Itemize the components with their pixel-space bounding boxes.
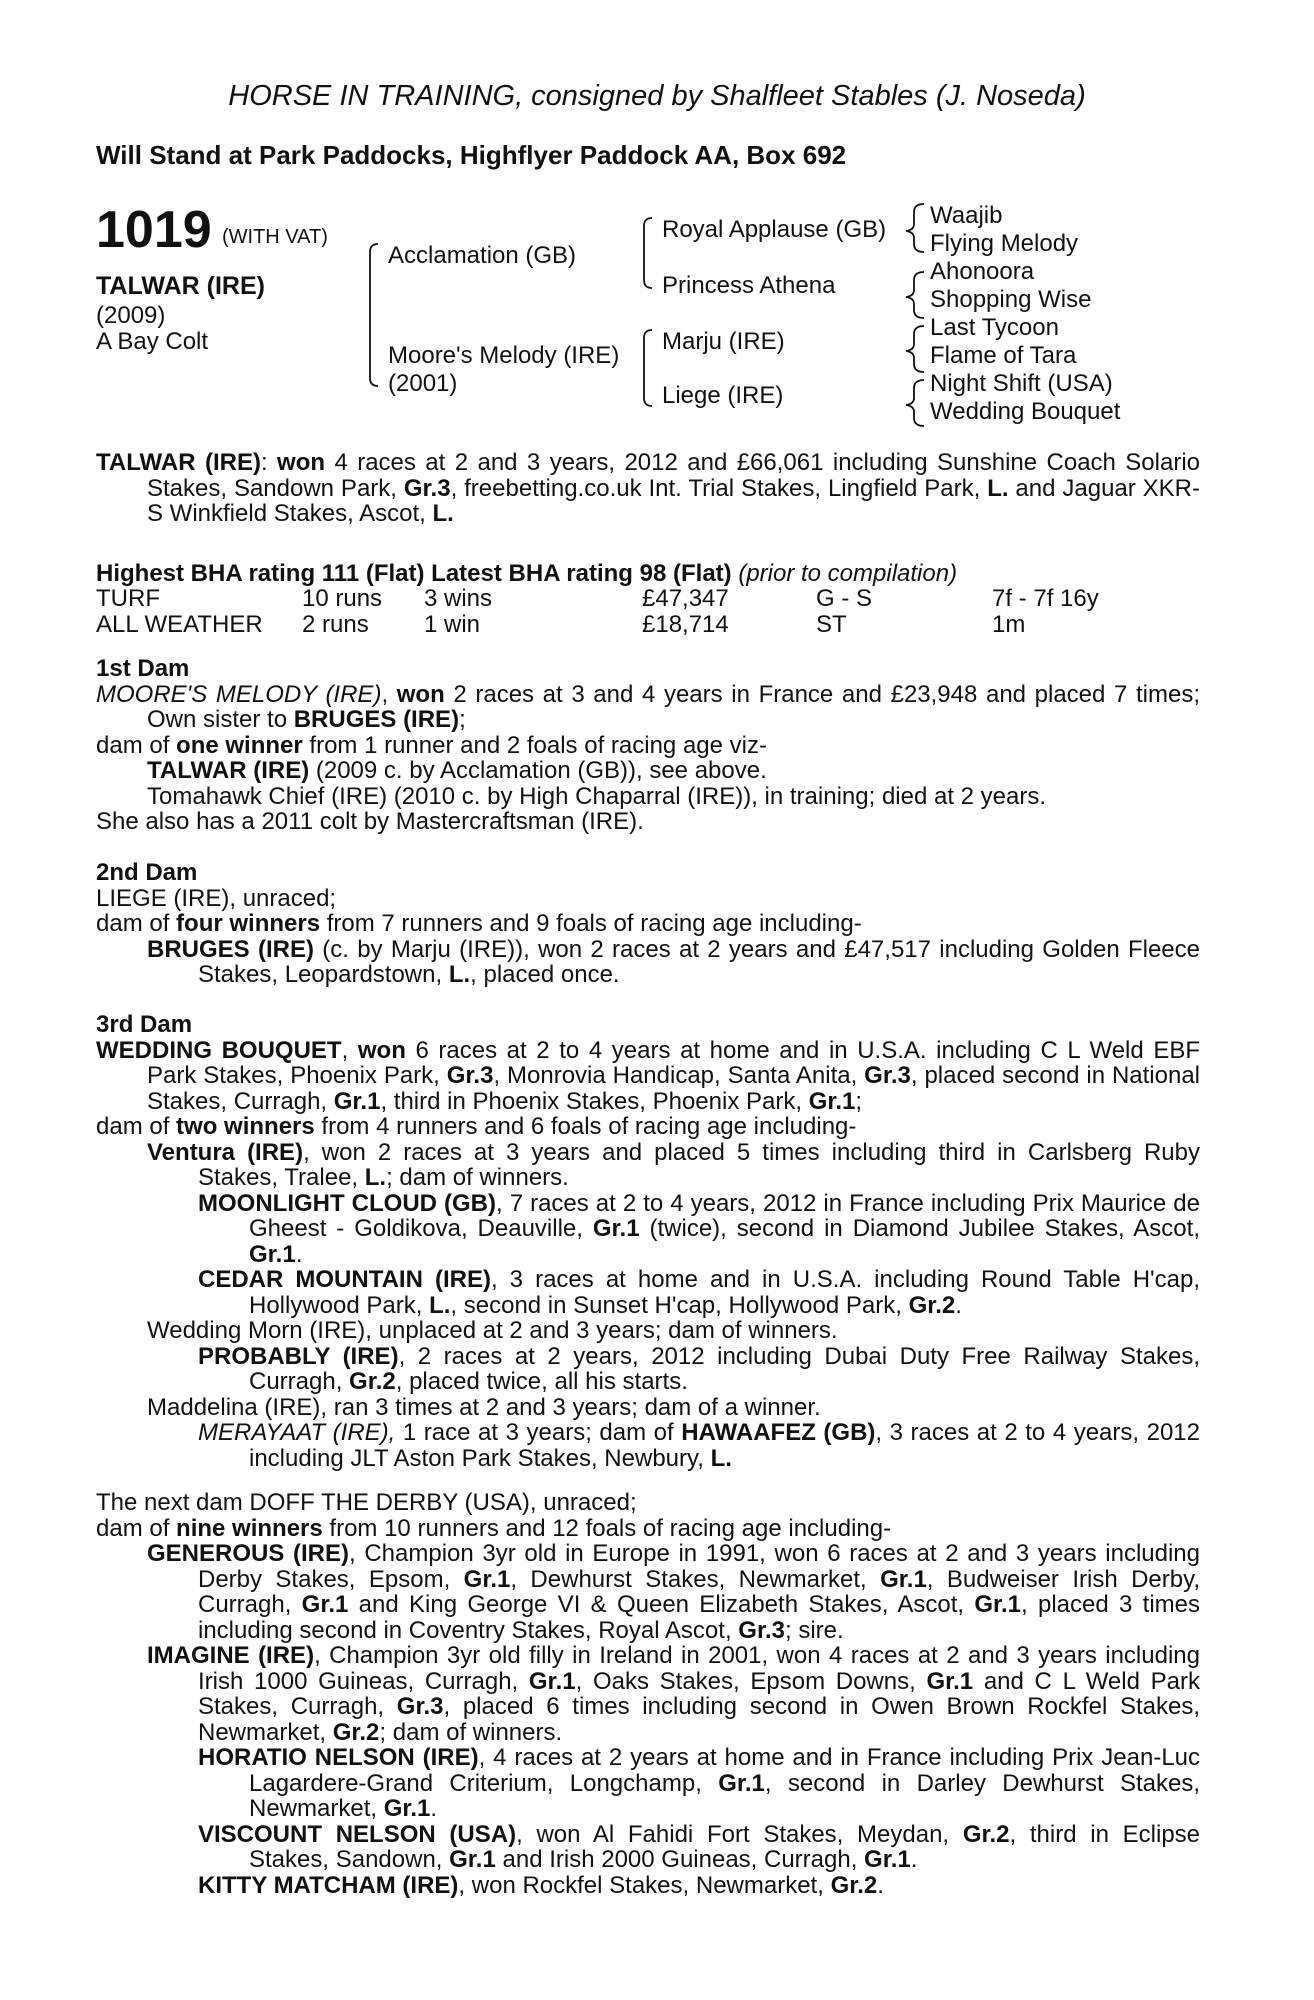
dam1-text-end: ; [459,706,466,733]
dam1-damof: dam of [96,731,177,759]
perf-surface: ALL WEATHER [96,610,263,638]
progeny-text-end: . [910,1846,918,1873]
grade: Gr.2 [908,1291,956,1319]
dam3-text: 6 races at 2 to 4 years at home and in U.S.A. including C L Weld EBF Park Stakes, Phoenix Park, [147,1036,1200,1089]
summary-text: 4 races at 2 and 3 years, 2012 and £66,061 including Sunshine Coach Solario Stakes, Sandown Park, [147,449,1200,502]
grade: Gr.1 [808,1087,856,1115]
progeny-name: BRUGES (IRE) [147,935,314,963]
pedigree-dam-year: (2001) [388,370,458,397]
dam3-name: WEDDING BOUQUET [96,1036,342,1064]
dam3-text: ; [855,1087,863,1115]
pedigree-ss: Royal Applause (GB) [662,216,887,243]
dam3-winners: two winners [176,1113,315,1140]
progeny-text-end: ; sire. [784,1616,844,1644]
progeny-text: , won Rockfel Stakes, Newmarket, [458,1871,831,1899]
grade: Gr.3 [396,1693,444,1720]
progeny-text: , won Al Fahidi Fort Stakes, Meydan, [516,1820,963,1848]
grade: Gr.1 [864,1846,911,1873]
bracket-sd [906,272,924,318]
grade: Gr.1 [463,1565,511,1593]
pedigree-ds: Marju (IRE) [662,328,785,355]
progeny-text: (c. by Marju (IRE)), won 2 races at 2 years and £47,517 including Golden Fleece Stakes, Leopardstown, [198,935,1201,988]
progeny-text: 1 race at 3 years; dam of [395,1419,682,1446]
perf-prize: £47,347 [642,585,729,612]
dam3-damof-end: from 4 runners and 6 foals of racing age including- [314,1113,857,1140]
dam3-text: , Monrovia Handicap, Santa Anita, [493,1062,865,1089]
summary-text-2: , freebetting.co.uk Int. Trial Stakes, Lingfield Park, [450,474,988,502]
section-heading: 2nd Dam [96,859,198,886]
bracket-dd [906,380,924,426]
bracket-ss [906,204,924,252]
progeny-text: Wedding Morn (IRE), unplaced at 2 and 3 years; dam of winners. [147,1317,838,1344]
perf-wins: 3 wins [424,585,493,612]
dam1-winners: one winner [176,731,303,759]
vat-note: (WITH VAT) [222,226,328,248]
progeny-name: PROBABLY (IRE) [198,1342,399,1370]
progeny-text: , 7 races at 2 to 4 years, 2012 in France including Prix Maurice de Gheest - Goldikova, Deauville, [249,1189,1201,1242]
pedigree-dds: Night Shift (USA) [930,370,1113,397]
progeny-name: GENEROUS (IRE) [147,1540,350,1567]
perf-going: G - S [816,585,873,612]
progeny-text: Maddelina (IRE), ran 3 times at 2 and 3 years; dam of a winner. [147,1393,821,1421]
table-row [96,612,1099,638]
summary-listed-1: L. [987,474,1009,502]
progeny-text: , won 2 races at 3 years and placed 5 times including third in Carlsberg Ruby Stakes, Tralee, [198,1138,1200,1191]
perf-wins: 1 win [424,610,481,638]
perf-runs: 2 runs [302,610,369,638]
progeny-name: Ventura (IRE) [147,1138,304,1166]
pedigree-ssd: Flying Melody [930,230,1079,257]
summary-listed-2: L. [432,500,454,527]
rating-text: Highest BHA rating 111 (Flat) Latest BHA rating 98 (Flat) [96,560,732,587]
progeny-text: , second in Sunset H'cap, Hollywood Park, [450,1291,909,1319]
second-dam-section [96,860,1200,988]
dam3-won: won [357,1036,406,1064]
dam2-winners: four winners [176,910,321,937]
progeny-text: and C L Weld Park Stakes, Curragh, [198,1667,1200,1720]
rating-note: (prior to compilation) [738,560,958,587]
bracket-ds [906,326,924,372]
grade: Gr.1 [718,1769,765,1797]
pedigree-sdd: Shopping Wise [930,286,1092,313]
pedigree-dsd: Flame of Tara [930,342,1077,369]
next-dam-damof: dam of [96,1514,177,1542]
progeny-text: and Irish 2000 Guineas, Curragh, [495,1846,865,1873]
foaling-year: (2009) [96,302,166,329]
grade: Gr.1 [974,1591,1022,1618]
progeny-listed: L. [429,1291,451,1319]
progeny-text-end: ; dam of winners. [386,1164,569,1191]
next-dam-winners: nine winners [176,1514,323,1542]
progeny-text: , placed 3 times including second in Coventry Stakes, Royal Ascot, [198,1591,1200,1644]
dam1-sister: BRUGES (IRE) [293,706,460,733]
grade: Gr.1 [880,1565,927,1593]
next-dam-name: The next dam DOFF THE DERBY (USA), unraced; [96,1489,637,1516]
pedigree-sire: Acclamation (GB) [388,242,577,269]
progeny-name: CEDAR MOUNTAIN (IRE) [198,1266,491,1293]
grade: Gr.2 [962,1820,1010,1848]
first-dam-section: 1st Dam MOORE'S MELODY (IRE), won 2 races at 3 and 4 years in France and £23,948 and placed 7 times; Own sister to BRUGES (IRE); dam of one winner from 1 runner and 2 foals of racing age viz- TALWAR (IRE) (2009 c. by Acclamation (GB)), see above. Tomahawk Chief (IRE) (2010 c. by High Chaparral (IRE)), in training; died at 2 years. She also has a 2011 colt by Mastercraftsman (IRE). [96,655,1200,835]
summary-grade: Gr.3 [403,474,451,502]
grade: Gr.2 [349,1368,396,1395]
grade: Gr.1 [333,1087,381,1115]
catalogue-header: HORSE IN TRAINING, consigned by Shalfleet Stables (J. Noseda) [228,80,1086,112]
progeny-name: KITTY MATCHAM (IRE) [198,1871,459,1899]
progeny-text: , 4 races at 2 years at home and in France including Prix Jean-Luc Lagardere-Grand Criterium, Longchamp, [249,1744,1201,1797]
grade: Gr.3 [864,1062,911,1089]
dam2-damof: dam of [96,910,177,937]
grade: Gr.3 [446,1062,494,1089]
progeny-name: MOONLIGHT CLOUD (GB) [198,1189,497,1217]
progeny-name: HORATIO NELSON (IRE) [198,1744,479,1771]
grade: Gr.1 [592,1215,640,1242]
progeny-name: TALWAR (IRE) [147,757,310,784]
progeny-listed: L. [448,961,471,988]
progeny-text: , Budweiser Irish Derby, Curragh, [198,1565,1200,1618]
pedigree-brackets [0,0,1314,430]
pedigree-dss: Last Tycoon [930,314,1059,341]
horse-name: TALWAR (IRE) [96,272,265,300]
grade: Gr.1 [528,1667,576,1695]
progeny-text-end: . [295,1240,303,1268]
dam3-text: , third in Phoenix Stakes, Phoenix Park, [380,1087,809,1115]
section-heading: 3rd Dam [96,1011,193,1038]
progeny-text-end: . [877,1871,884,1899]
progeny-listed: L. [364,1164,387,1191]
grade: Gr.2 [830,1871,878,1899]
pedigree-dd: Liege (IRE) [662,382,784,409]
perf-distance: 1m [992,610,1026,638]
progeny-text: , Champion 3yr old filly in Ireland in 2001, won 4 races at 2 and 3 years including Irish 1000 Guineas, Curragh, [198,1642,1200,1695]
progeny-text: , 3 races at home and in U.S.A. including Round Table H'cap, Hollywood Park, [249,1266,1200,1319]
pedigree-sd: Princess Athena [662,272,836,299]
dam1-name: MOORE'S MELODY (IRE) [96,680,382,708]
progeny-text-end: , placed once. [470,961,620,988]
performance-table [96,586,1099,637]
horse-description: A Bay Colt [96,328,209,355]
lot-number: 1019 [96,201,212,259]
progeny-text: , third in Eclipse Stakes, Sandown, [249,1820,1201,1873]
progeny-text-end: , placed twice, all his starts. [395,1368,688,1395]
progeny-text: , Oaks Stakes, Epsom Downs, [575,1667,927,1695]
grade: Gr.1 [449,1846,496,1873]
grade: Gr.1 [926,1667,974,1695]
third-dam-section: 3rd Dam WEDDING BOUQUET, won 6 races at 2 to 4 years at home and in U.S.A. including C L Weld EBF Park Stakes, Phoenix Park, Gr.3, Monrovia Handicap, Santa Anita, Gr.3, placed second in National Stakes, Curragh, Gr.1, third in Phoenix Stakes, Phoenix Park, Gr.1; dam of two winners from 4 runners and 6 foals of racing age including- Ventura (IRE), won 2 races at 3 years and placed 5 times including third in Carlsberg Ruby Stakes, Tralee, L.; dam of winners. MOONLIGHT CLOUD (GB), 7 races at 2 to 4 years, 2012 in France including Prix Maurice de Gheest - Goldikova, Deauville, Gr.1 (twice), second in Diamond Jubilee Stakes, Ascot, Gr.1. CEDAR MOUNTAIN (IRE), 3 races at home and in U.S.A. including Round Table H'cap, Hollywood Park, L., second in Sunset H'cap, Hollywood Park, Gr.2. Wedding Morn (IRE), unplaced at 2 and 3 years; dam of winners. PROBABLY (IRE), 2 races at 2 years, 2012 including Dubai Duty Free Railway Stakes, Curragh, Gr.2, placed twice, all his starts. Maddelina (IRE), ran 3 times at 2 and 3 years; dam of a winner. MERAYAAT (IRE), 1 race at 3 years; dam of HAWAAFEZ (GB), 3 races at 2 to 4 years, 2012 including JLT Aston Park Stakes, Newbury, L. [96,1011,1201,1472]
progeny-text: , second in Darley Dewhurst Stakes, Newmarket, [249,1769,1200,1822]
progeny-text: (twice), second in Diamond Jubilee Stakes, Ascot, [639,1215,1200,1242]
grade: Gr.1 [383,1795,431,1822]
perf-distance: 7f - 7f 16y [992,585,1099,612]
bracket-sire [644,218,652,288]
dam2-damof-end: from 7 runners and 9 foals of racing age including- [320,910,862,937]
dam1-won: won [396,680,445,708]
pedigree-sds: Ahonoora [930,258,1035,285]
progeny-text: (2009 c. by Acclamation (GB)), see above. [309,757,767,784]
grade: Gr.2 [332,1718,380,1746]
grade: Gr.1 [249,1240,296,1268]
table-row [96,586,1099,612]
progeny-text: and King George VI & Queen Elizabeth Stakes, Ascot, [348,1591,975,1618]
section-heading: 1st Dam [96,655,190,682]
progeny-text-end: . [430,1795,438,1822]
progeny-text: , Dewhurst Stakes, Newmarket, [510,1565,881,1593]
perf-surface: TURF [96,585,160,612]
summary-horse-name: TALWAR (IRE) [96,449,261,476]
dam1-also: She also has a 2011 colt by Mastercraftsman (IRE). [96,808,644,835]
progeny-name: HAWAAFEZ (GB) [681,1419,876,1446]
progeny-text: , placed 6 times including second in Owen Brown Rockfel Stakes, Newmarket, [198,1693,1200,1746]
summary-text-3: and Jaguar XKR-S Winkfield Stakes, Ascot, [147,474,1201,527]
progeny-text: , 2 races at 2 years, 2012 including Dubai Duty Free Railway Stakes, Curragh, [249,1342,1200,1395]
progeny-text: , 3 races at 2 to 4 years, 2012 including JLT Aston Park Stakes, Newbury, [249,1419,1200,1472]
bracket-dam [644,330,652,406]
progeny-listed: L. [710,1444,732,1472]
progeny-text: , Champion 3yr old in Europe in 1991, won 6 races at 2 and 3 years including Derby Stakes, Epsom, [198,1540,1201,1593]
dam2-name: LIEGE (IRE), unraced; [96,884,337,912]
next-dam-damof-end: from 10 runners and 12 foals of racing age including- [322,1514,892,1542]
perf-prize: £18,714 [642,610,729,638]
dam3-text: , placed second in National Stakes, Curragh, [147,1062,1200,1115]
summary-won: won [277,449,326,476]
progeny-name: VISCOUNT NELSON (USA) [198,1820,517,1848]
pedigree-ddd: Wedding Bouquet [930,398,1121,425]
progeny-text-end: . [955,1291,962,1319]
dam1-text: 2 races at 3 and 4 years in France and £23,948 and placed 7 times; Own sister to [147,680,1200,733]
progeny-name: IMAGINE (IRE) [147,1642,315,1669]
stand-location: Will Stand at Park Paddocks, Highflyer Paddock AA, Box 692 [96,140,847,170]
bha-rating [96,561,1200,587]
progeny-text: Tomahawk Chief (IRE) (2010 c. by High Chaparral (IRE)), in training; died at 2 years. [147,782,1047,810]
pedigree-sss: Waajib [930,202,1003,229]
grade: Gr.1 [301,1591,349,1618]
dam1-damof-end: from 1 runner and 2 foals of racing age viz- [302,731,767,759]
dam3-damof: dam of [96,1113,177,1140]
pedigree-dam: Moore's Melody (IRE) [388,342,620,369]
next-dam-section [96,1490,1200,1898]
perf-runs: 10 runs [302,585,383,612]
progeny-name: MERAYAAT (IRE), [198,1419,396,1446]
grade: Gr.3 [738,1616,785,1644]
bracket-gen1 [370,244,378,386]
progeny-text-end: ; dam of winners. [379,1718,563,1746]
race-summary: TALWAR (IRE): won 4 races at 2 and 3 years, 2012 and £66,061 including Sunshine Coach Solario Stakes, Sandown Park, Gr.3, freebetting.co.uk Int. Trial Stakes, Lingfield Park, L. and Jaguar XKR-S Winkfield Stakes, Ascot, L. [96,449,1201,527]
perf-going: ST [816,610,847,638]
